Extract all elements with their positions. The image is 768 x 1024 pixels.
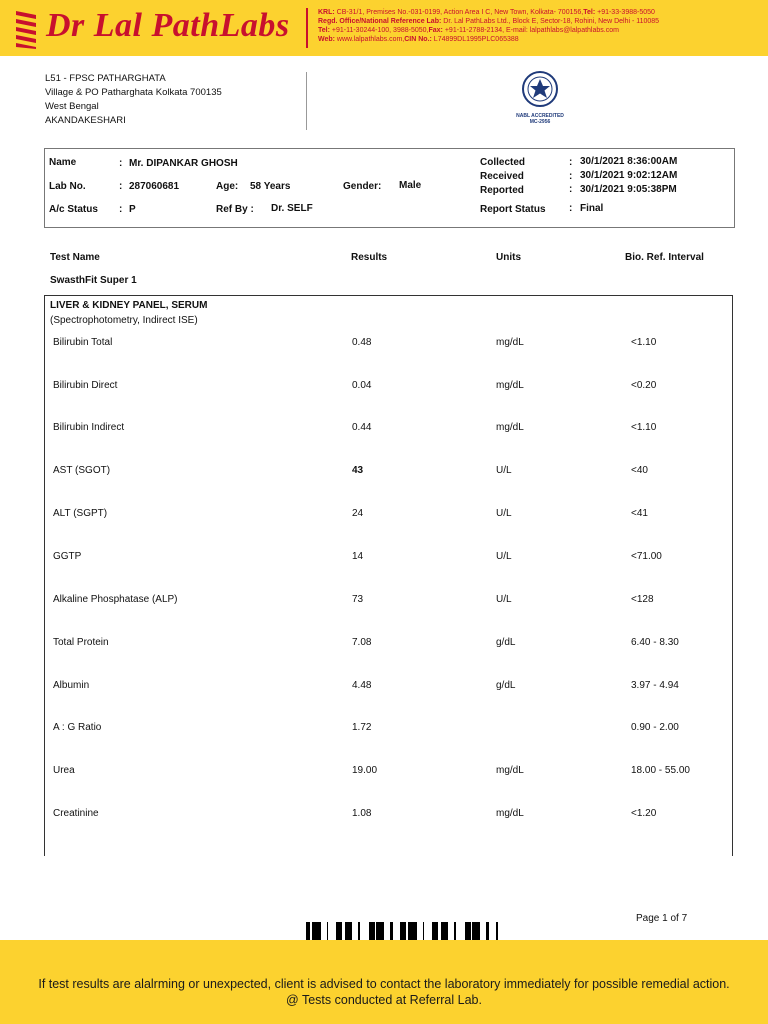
test-result: 0.44 bbox=[352, 422, 372, 433]
test-panel bbox=[44, 295, 733, 856]
footer-line: If test results are alalrming or unexpected, client is advised to contact the laboratory immediately for possible remedial action. bbox=[38, 977, 730, 991]
footer-disclaimer bbox=[0, 976, 768, 1008]
age-label: Age: bbox=[216, 181, 239, 192]
test-name: ALT (SGPT) bbox=[53, 508, 108, 519]
test-name: AST (SGOT) bbox=[53, 465, 111, 476]
test-unit: mg/dL bbox=[496, 765, 524, 776]
test-name: GGTP bbox=[53, 551, 82, 562]
address-line: Village & PO Patharghata Kolkata 700135 bbox=[45, 87, 222, 98]
test-name: Creatinine bbox=[53, 808, 99, 819]
header-bar bbox=[0, 0, 768, 56]
test-result: 43 bbox=[352, 465, 364, 476]
patient-name: Mr. DIPANKAR GHOSH bbox=[129, 158, 238, 169]
colon: : bbox=[119, 181, 123, 192]
header-line-tel: Tel: +91-11-30244-100, 3988-5050,Fax: +91-11-2788-2134, E-mail: lalpathlabs@lalpathlabs.com bbox=[318, 27, 619, 34]
test-unit: mg/dL bbox=[496, 808, 524, 819]
patient-info-box bbox=[44, 148, 735, 228]
test-unit: U/L bbox=[496, 551, 512, 562]
test-name: Alkaline Phosphatase (ALP) bbox=[53, 594, 178, 605]
test-name: Bilirubin Direct bbox=[53, 380, 118, 391]
colon: : bbox=[569, 171, 573, 182]
panel-title: LIVER & KIDNEY PANEL, SERUM bbox=[50, 300, 208, 311]
address-line: L51 - FPSC PATHARGHATA bbox=[45, 73, 166, 84]
colon: : bbox=[119, 204, 123, 215]
test-ref-interval: <0.20 bbox=[631, 380, 657, 391]
test-unit: g/dL bbox=[496, 637, 516, 648]
report-status-label: Report Status bbox=[480, 204, 546, 215]
page-number: Page 1 of 7 bbox=[636, 913, 688, 924]
test-ref-interval: <1.10 bbox=[631, 422, 657, 433]
name-label: Name bbox=[49, 157, 77, 168]
table-row bbox=[45, 380, 732, 400]
column-header-units: Units bbox=[496, 252, 521, 263]
test-ref-interval: <40 bbox=[631, 465, 648, 476]
address-line: AKANDAKESHARI bbox=[45, 115, 126, 126]
nabl-code: MC-2956 bbox=[529, 119, 551, 125]
test-unit: U/L bbox=[496, 594, 512, 605]
test-name: Total Protein bbox=[53, 637, 109, 648]
test-ref-interval: <128 bbox=[631, 594, 654, 605]
brand-logo-text: Dr Lal PathLabs bbox=[46, 7, 290, 44]
test-ref-interval: 0.90 - 2.00 bbox=[631, 722, 679, 733]
refby-label: Ref By : bbox=[216, 204, 254, 215]
test-result: 19.00 bbox=[352, 765, 378, 776]
test-result: 4.48 bbox=[352, 680, 372, 691]
collected-value: 30/1/2021 8:36:00AM bbox=[580, 156, 678, 167]
colon: : bbox=[569, 203, 573, 214]
test-ref-interval: <41 bbox=[631, 508, 648, 519]
collection-centre-address bbox=[45, 72, 222, 128]
test-name: Bilirubin Indirect bbox=[53, 422, 125, 433]
colon: : bbox=[569, 157, 573, 168]
header-line-krl: KRL: CB-31/1, Premises No.-031-0199, Action Area I C, New Town, Kolkata- 700156,Tel: +91-33-3988-5050 bbox=[318, 9, 655, 16]
test-unit: mg/dL bbox=[496, 337, 524, 348]
received-label: Received bbox=[480, 171, 524, 182]
column-header-results: Results bbox=[351, 252, 388, 263]
test-ref-interval: 18.00 - 55.00 bbox=[631, 765, 690, 776]
table-row bbox=[45, 594, 732, 614]
test-result: 14 bbox=[352, 551, 364, 562]
colon: : bbox=[569, 184, 573, 195]
test-result: 73 bbox=[352, 594, 364, 605]
test-unit: g/dL bbox=[496, 680, 516, 691]
test-ref-interval: 6.40 - 8.30 bbox=[631, 637, 679, 648]
address-line: West Bengal bbox=[45, 101, 99, 112]
colon: : bbox=[119, 158, 123, 169]
address-divider bbox=[306, 72, 307, 130]
refby-value: Dr. SELF bbox=[271, 203, 313, 214]
table-row bbox=[45, 422, 732, 442]
nabl-label: NABL ACCREDITED bbox=[516, 113, 564, 119]
test-result: 7.08 bbox=[352, 637, 372, 648]
package-name: SwasthFit Super 1 bbox=[50, 275, 137, 286]
test-name: Albumin bbox=[53, 680, 90, 691]
age-value: 58 Years bbox=[250, 181, 291, 192]
table-row bbox=[45, 680, 732, 700]
table-row bbox=[45, 722, 732, 742]
nabl-accreditation bbox=[510, 70, 570, 126]
test-ref-interval: <1.10 bbox=[631, 337, 657, 348]
received-value: 30/1/2021 9:02:12AM bbox=[580, 170, 678, 181]
test-unit: U/L bbox=[496, 508, 512, 519]
collected-label: Collected bbox=[480, 157, 526, 168]
acstatus-label: A/c Status bbox=[49, 204, 98, 215]
test-name: A : G Ratio bbox=[53, 722, 102, 733]
table-row bbox=[45, 551, 732, 571]
test-result: 0.48 bbox=[352, 337, 372, 348]
column-header-test: Test Name bbox=[50, 252, 100, 263]
report-status-value: Final bbox=[580, 203, 604, 214]
test-result: 1.08 bbox=[352, 808, 372, 819]
gender-value: Male bbox=[399, 180, 422, 191]
labno-label: Lab No. bbox=[49, 181, 86, 192]
test-result: 24 bbox=[352, 508, 364, 519]
test-unit: mg/dL bbox=[496, 422, 524, 433]
header-line-web: Web: www.lalpathlabs.com,CIN No.: L74899DL1995PLC065388 bbox=[318, 36, 519, 43]
test-result: 1.72 bbox=[352, 722, 372, 733]
table-row bbox=[45, 508, 732, 528]
column-header-ref: Bio. Ref. Interval bbox=[625, 252, 704, 263]
gender-label: Gender: bbox=[343, 181, 382, 192]
test-ref-interval: 3.97 - 4.94 bbox=[631, 680, 679, 691]
panel-method: (Spectrophotometry, Indirect ISE) bbox=[50, 315, 198, 326]
header-line-regd: Regd. Office/National Reference Lab: Dr. Lal PathLabs Ltd., Block E, Sector-18, Rohini, New Delhi - 110085 bbox=[318, 18, 660, 25]
test-ref-interval: <71.00 bbox=[631, 551, 662, 562]
test-unit: mg/dL bbox=[496, 380, 524, 391]
test-name: Bilirubin Total bbox=[53, 337, 113, 348]
dna-logo-icon bbox=[14, 9, 38, 49]
table-row bbox=[45, 337, 732, 357]
footer-line: @ Tests conducted at Referral Lab. bbox=[286, 993, 482, 1007]
reported-label: Reported bbox=[480, 185, 524, 196]
table-row bbox=[45, 765, 732, 785]
reported-value: 30/1/2021 9:05:38PM bbox=[580, 184, 677, 195]
table-row bbox=[45, 465, 732, 485]
header-contact-block bbox=[318, 8, 659, 44]
test-result: 0.04 bbox=[352, 380, 372, 391]
header-divider bbox=[306, 8, 308, 48]
test-name: Urea bbox=[53, 765, 75, 776]
table-row bbox=[45, 637, 732, 657]
lab-number: 287060681 bbox=[129, 181, 180, 192]
table-row bbox=[45, 808, 732, 828]
test-unit: U/L bbox=[496, 465, 512, 476]
nabl-seal-icon bbox=[521, 70, 559, 108]
footer-bar bbox=[0, 940, 768, 1024]
acstatus-value: P bbox=[129, 204, 136, 215]
test-ref-interval: <1.20 bbox=[631, 808, 657, 819]
